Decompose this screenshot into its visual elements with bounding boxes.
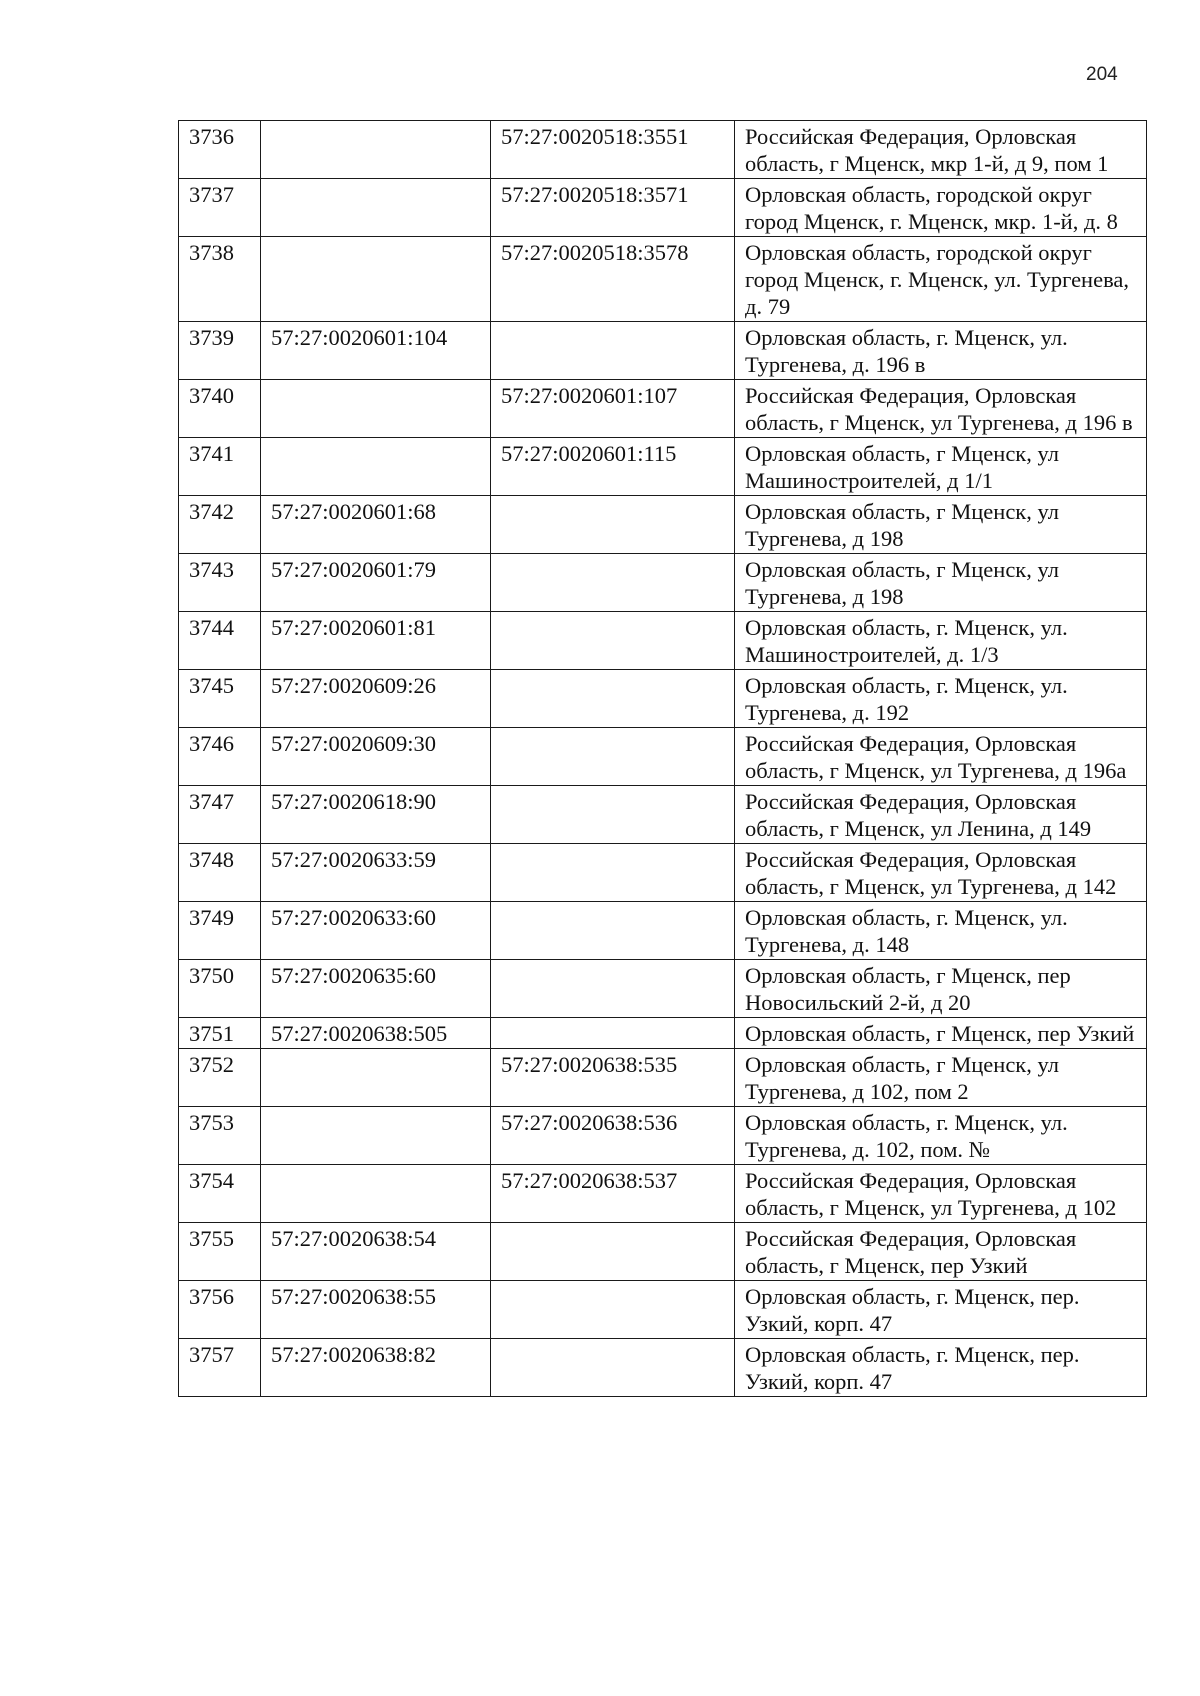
address-cell: Российская Федерация, Орловская область, г Мценск, мкр 1-й, д 9, пом 1 <box>735 121 1147 179</box>
registry-table <box>178 120 1147 1397</box>
table-row <box>179 960 1147 1018</box>
table-row <box>179 179 1147 237</box>
land-cadastral-number-cell: 57:27:0020609:26 <box>261 670 491 728</box>
building-cadastral-number-cell: 57:27:0020518:3578 <box>491 237 735 322</box>
address-cell: Российская Федерация, Орловская область, г Мценск, ул Тургенева, д 142 <box>735 844 1147 902</box>
building-cadastral-number-cell <box>491 844 735 902</box>
building-cadastral-number-cell: 57:27:0020638:535 <box>491 1049 735 1107</box>
address-cell: Орловская область, г Мценск, пер Новосильский 2-й, д 20 <box>735 960 1147 1018</box>
table-row <box>179 496 1147 554</box>
building-cadastral-number-cell <box>491 1223 735 1281</box>
building-cadastral-number-cell <box>491 1339 735 1397</box>
table-row <box>179 1165 1147 1223</box>
building-cadastral-number-cell <box>491 670 735 728</box>
row-number-cell: 3741 <box>179 438 261 496</box>
land-cadastral-number-cell: 57:27:0020601:68 <box>261 496 491 554</box>
address-cell: Орловская область, г. Мценск, ул. Тургенева, д. 196 в <box>735 322 1147 380</box>
address-cell: Орловская область, городской округ город Мценск, г. Мценск, мкр. 1-й, д. 8 <box>735 179 1147 237</box>
row-number-cell: 3748 <box>179 844 261 902</box>
row-number-cell: 3745 <box>179 670 261 728</box>
building-cadastral-number-cell: 57:27:0020638:537 <box>491 1165 735 1223</box>
building-cadastral-number-cell <box>491 1018 735 1049</box>
land-cadastral-number-cell: 57:27:0020638:82 <box>261 1339 491 1397</box>
building-cadastral-number-cell: 57:27:0020601:115 <box>491 438 735 496</box>
land-cadastral-number-cell <box>261 121 491 179</box>
land-cadastral-number-cell <box>261 380 491 438</box>
address-cell: Орловская область, г. Мценск, ул. Тургенева, д. 192 <box>735 670 1147 728</box>
building-cadastral-number-cell: 57:27:0020518:3571 <box>491 179 735 237</box>
table-row <box>179 322 1147 380</box>
land-cadastral-number-cell <box>261 1107 491 1165</box>
address-cell: Российская Федерация, Орловская область, г Мценск, ул Тургенева, д 196а <box>735 728 1147 786</box>
table-row <box>179 728 1147 786</box>
address-cell: Орловская область, городской округ город Мценск, г. Мценск, ул. Тургенева, д. 79 <box>735 237 1147 322</box>
table-row <box>179 1223 1147 1281</box>
table-row <box>179 1107 1147 1165</box>
address-cell: Орловская область, г. Мценск, ул. Тургенева, д. 102, пом. № <box>735 1107 1147 1165</box>
land-cadastral-number-cell <box>261 438 491 496</box>
table-row <box>179 844 1147 902</box>
building-cadastral-number-cell <box>491 612 735 670</box>
address-cell: Орловская область, г Мценск, ул Тургенева, д 198 <box>735 554 1147 612</box>
building-cadastral-number-cell <box>491 496 735 554</box>
page-number: 204 <box>1086 64 1118 85</box>
building-cadastral-number-cell <box>491 728 735 786</box>
address-cell: Орловская область, г Мценск, ул Тургенева, д 102, пом 2 <box>735 1049 1147 1107</box>
row-number-cell: 3750 <box>179 960 261 1018</box>
address-cell: Орловская область, г. Мценск, пер. Узкий, корп. 47 <box>735 1281 1147 1339</box>
address-cell: Орловская область, г Мценск, ул Машиностроителей, д 1/1 <box>735 438 1147 496</box>
land-cadastral-number-cell: 57:27:0020633:60 <box>261 902 491 960</box>
row-number-cell: 3747 <box>179 786 261 844</box>
land-cadastral-number-cell: 57:27:0020601:81 <box>261 612 491 670</box>
land-cadastral-number-cell <box>261 179 491 237</box>
row-number-cell: 3744 <box>179 612 261 670</box>
land-cadastral-number-cell: 57:27:0020638:505 <box>261 1018 491 1049</box>
row-number-cell: 3756 <box>179 1281 261 1339</box>
building-cadastral-number-cell <box>491 554 735 612</box>
table-row <box>179 554 1147 612</box>
row-number-cell: 3737 <box>179 179 261 237</box>
row-number-cell: 3749 <box>179 902 261 960</box>
land-cadastral-number-cell <box>261 237 491 322</box>
table-row <box>179 612 1147 670</box>
building-cadastral-number-cell <box>491 902 735 960</box>
row-number-cell: 3746 <box>179 728 261 786</box>
address-cell: Российская Федерация, Орловская область, г Мценск, ул Тургенева, д 196 в <box>735 380 1147 438</box>
table-row <box>179 1339 1147 1397</box>
row-number-cell: 3751 <box>179 1018 261 1049</box>
table-row <box>179 1281 1147 1339</box>
table-row <box>179 902 1147 960</box>
address-cell: Орловская область, г. Мценск, пер. Узкий, корп. 47 <box>735 1339 1147 1397</box>
row-number-cell: 3743 <box>179 554 261 612</box>
row-number-cell: 3754 <box>179 1165 261 1223</box>
row-number-cell: 3738 <box>179 237 261 322</box>
address-cell: Орловская область, г. Мценск, ул. Тургенева, д. 148 <box>735 902 1147 960</box>
land-cadastral-number-cell: 57:27:0020633:59 <box>261 844 491 902</box>
land-cadastral-number-cell <box>261 1165 491 1223</box>
table-row <box>179 786 1147 844</box>
building-cadastral-number-cell <box>491 786 735 844</box>
row-number-cell: 3740 <box>179 380 261 438</box>
land-cadastral-number-cell: 57:27:0020618:90 <box>261 786 491 844</box>
land-cadastral-number-cell: 57:27:0020609:30 <box>261 728 491 786</box>
table-row <box>179 121 1147 179</box>
row-number-cell: 3752 <box>179 1049 261 1107</box>
table-row <box>179 1049 1147 1107</box>
building-cadastral-number-cell <box>491 322 735 380</box>
table-row <box>179 1018 1147 1049</box>
building-cadastral-number-cell <box>491 960 735 1018</box>
address-cell: Орловская область, г Мценск, пер Узкий <box>735 1018 1147 1049</box>
land-cadastral-number-cell: 57:27:0020638:54 <box>261 1223 491 1281</box>
land-cadastral-number-cell: 57:27:0020601:79 <box>261 554 491 612</box>
table-row <box>179 380 1147 438</box>
registry-table-body <box>179 121 1147 1397</box>
table-row <box>179 670 1147 728</box>
address-cell: Российская Федерация, Орловская область, г Мценск, ул Тургенева, д 102 <box>735 1165 1147 1223</box>
row-number-cell: 3757 <box>179 1339 261 1397</box>
address-cell: Российская Федерация, Орловская область, г Мценск, ул Ленина, д 149 <box>735 786 1147 844</box>
building-cadastral-number-cell <box>491 1281 735 1339</box>
row-number-cell: 3742 <box>179 496 261 554</box>
land-cadastral-number-cell: 57:27:0020601:104 <box>261 322 491 380</box>
building-cadastral-number-cell: 57:27:0020638:536 <box>491 1107 735 1165</box>
land-cadastral-number-cell: 57:27:0020635:60 <box>261 960 491 1018</box>
land-cadastral-number-cell: 57:27:0020638:55 <box>261 1281 491 1339</box>
row-number-cell: 3736 <box>179 121 261 179</box>
address-cell: Российская Федерация, Орловская область, г Мценск, пер Узкий <box>735 1223 1147 1281</box>
building-cadastral-number-cell: 57:27:0020601:107 <box>491 380 735 438</box>
row-number-cell: 3753 <box>179 1107 261 1165</box>
building-cadastral-number-cell: 57:27:0020518:3551 <box>491 121 735 179</box>
address-cell: Орловская область, г. Мценск, ул. Машиностроителей, д. 1/3 <box>735 612 1147 670</box>
table-row <box>179 237 1147 322</box>
row-number-cell: 3755 <box>179 1223 261 1281</box>
table-row <box>179 438 1147 496</box>
row-number-cell: 3739 <box>179 322 261 380</box>
address-cell: Орловская область, г Мценск, ул Тургенева, д 198 <box>735 496 1147 554</box>
land-cadastral-number-cell <box>261 1049 491 1107</box>
